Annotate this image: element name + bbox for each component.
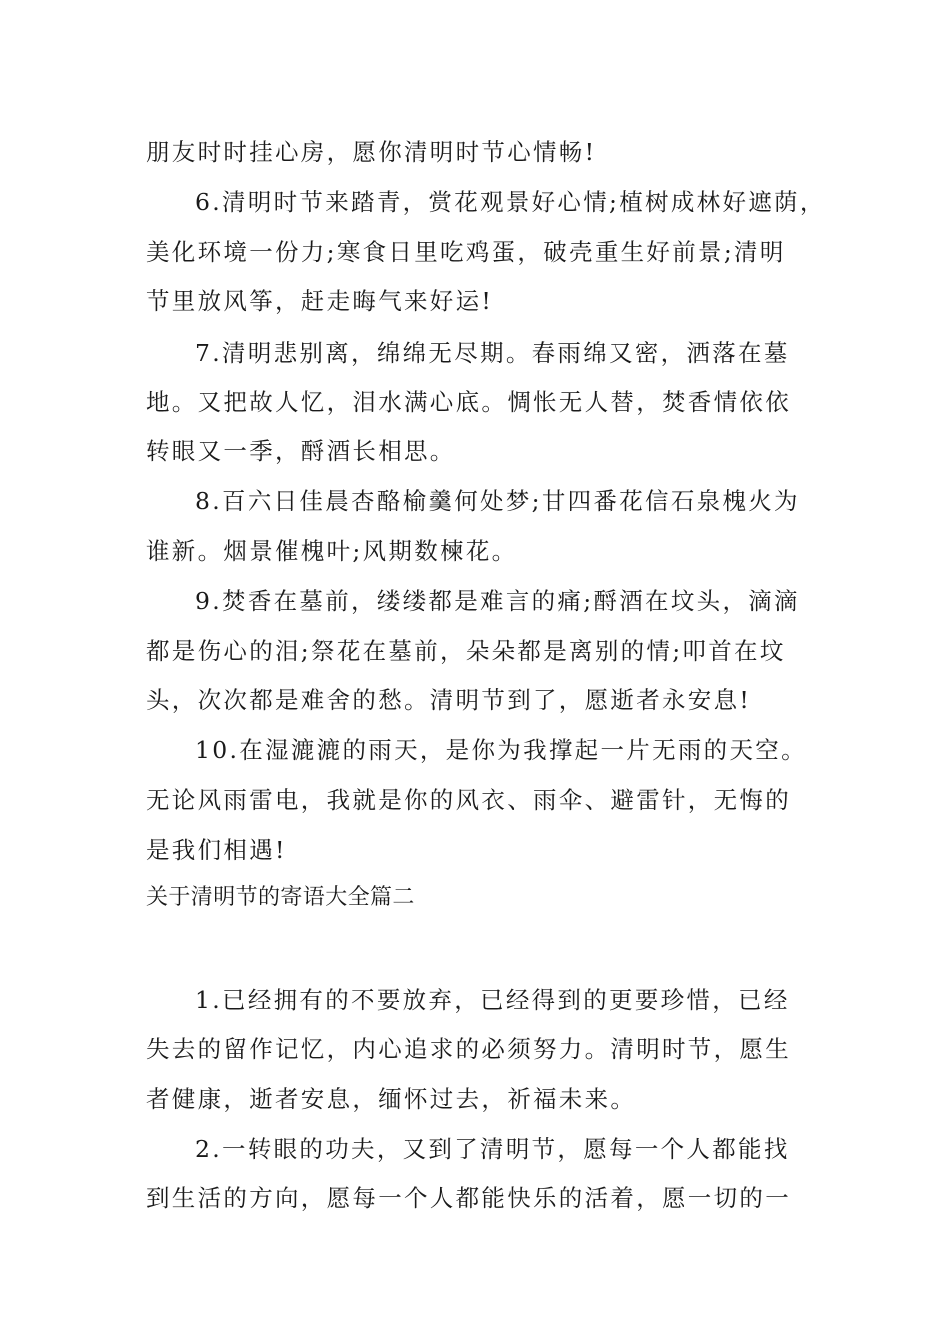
text-line: 9.焚香在墓前，缕缕都是难言的痛;酹酒在坟头，滴滴 [195, 587, 800, 615]
section-heading: 关于清明节的寄语大全篇二 [146, 885, 415, 910]
text-line: 6.清明时节来踏青，赏花观景好心情;植树成林好遮荫， [195, 188, 826, 216]
text-line: 7.清明悲别离，绵绵无尽期。春雨绵又密，洒落在墓 [195, 339, 790, 367]
text-line: 朋友时时挂心房，愿你清明时节心情畅! [146, 138, 597, 166]
text-line: 都是伤心的泪;祭花在墓前，朵朵都是离别的情;叩首在坟 [146, 637, 786, 665]
text-line: 头，次次都是难舍的愁。清明节到了，愿逝者永安息! [146, 686, 752, 714]
text-line: 2.一转眼的功夫，又到了清明节，愿每一个人都能找 [195, 1135, 790, 1163]
text-line: 美化环境一份力;寒食日里吃鸡蛋，破壳重生好前景;清明 [146, 238, 786, 266]
text-line: 1.已经拥有的不要放弃，已经得到的更要珍惜，已经 [195, 986, 790, 1014]
text-line: 8.百六日佳晨杏酪榆羹何处梦;甘四番花信石泉槐火为 [195, 487, 800, 515]
text-line: 到生活的方向，愿每一个人都能快乐的活着，愿一切的一 [146, 1184, 791, 1212]
text-line: 谁新。烟景催槐叶;风期数楝花。 [146, 537, 518, 565]
text-line: 10.在湿漉漉的雨天，是你为我撑起一片无雨的天空。 [195, 736, 807, 764]
text-line: 转眼又一季，酹酒长相思。 [146, 437, 456, 465]
text-line: 失去的留作记忆，内心追求的必须努力。清明时节，愿生 [146, 1035, 791, 1063]
text-line: 节里放风筝，赶走晦气来好运! [146, 287, 494, 315]
text-line: 者健康，逝者安息，缅怀过去，祈福未来。 [146, 1085, 637, 1113]
text-line: 是我们相遇! [146, 836, 287, 864]
text-line: 无论风雨雷电，我就是你的风衣、雨伞、避雷针，无悔的 [146, 786, 791, 814]
text-line: 地。又把故人忆，泪水满心底。惆怅无人替，焚香情依依 [146, 388, 791, 416]
